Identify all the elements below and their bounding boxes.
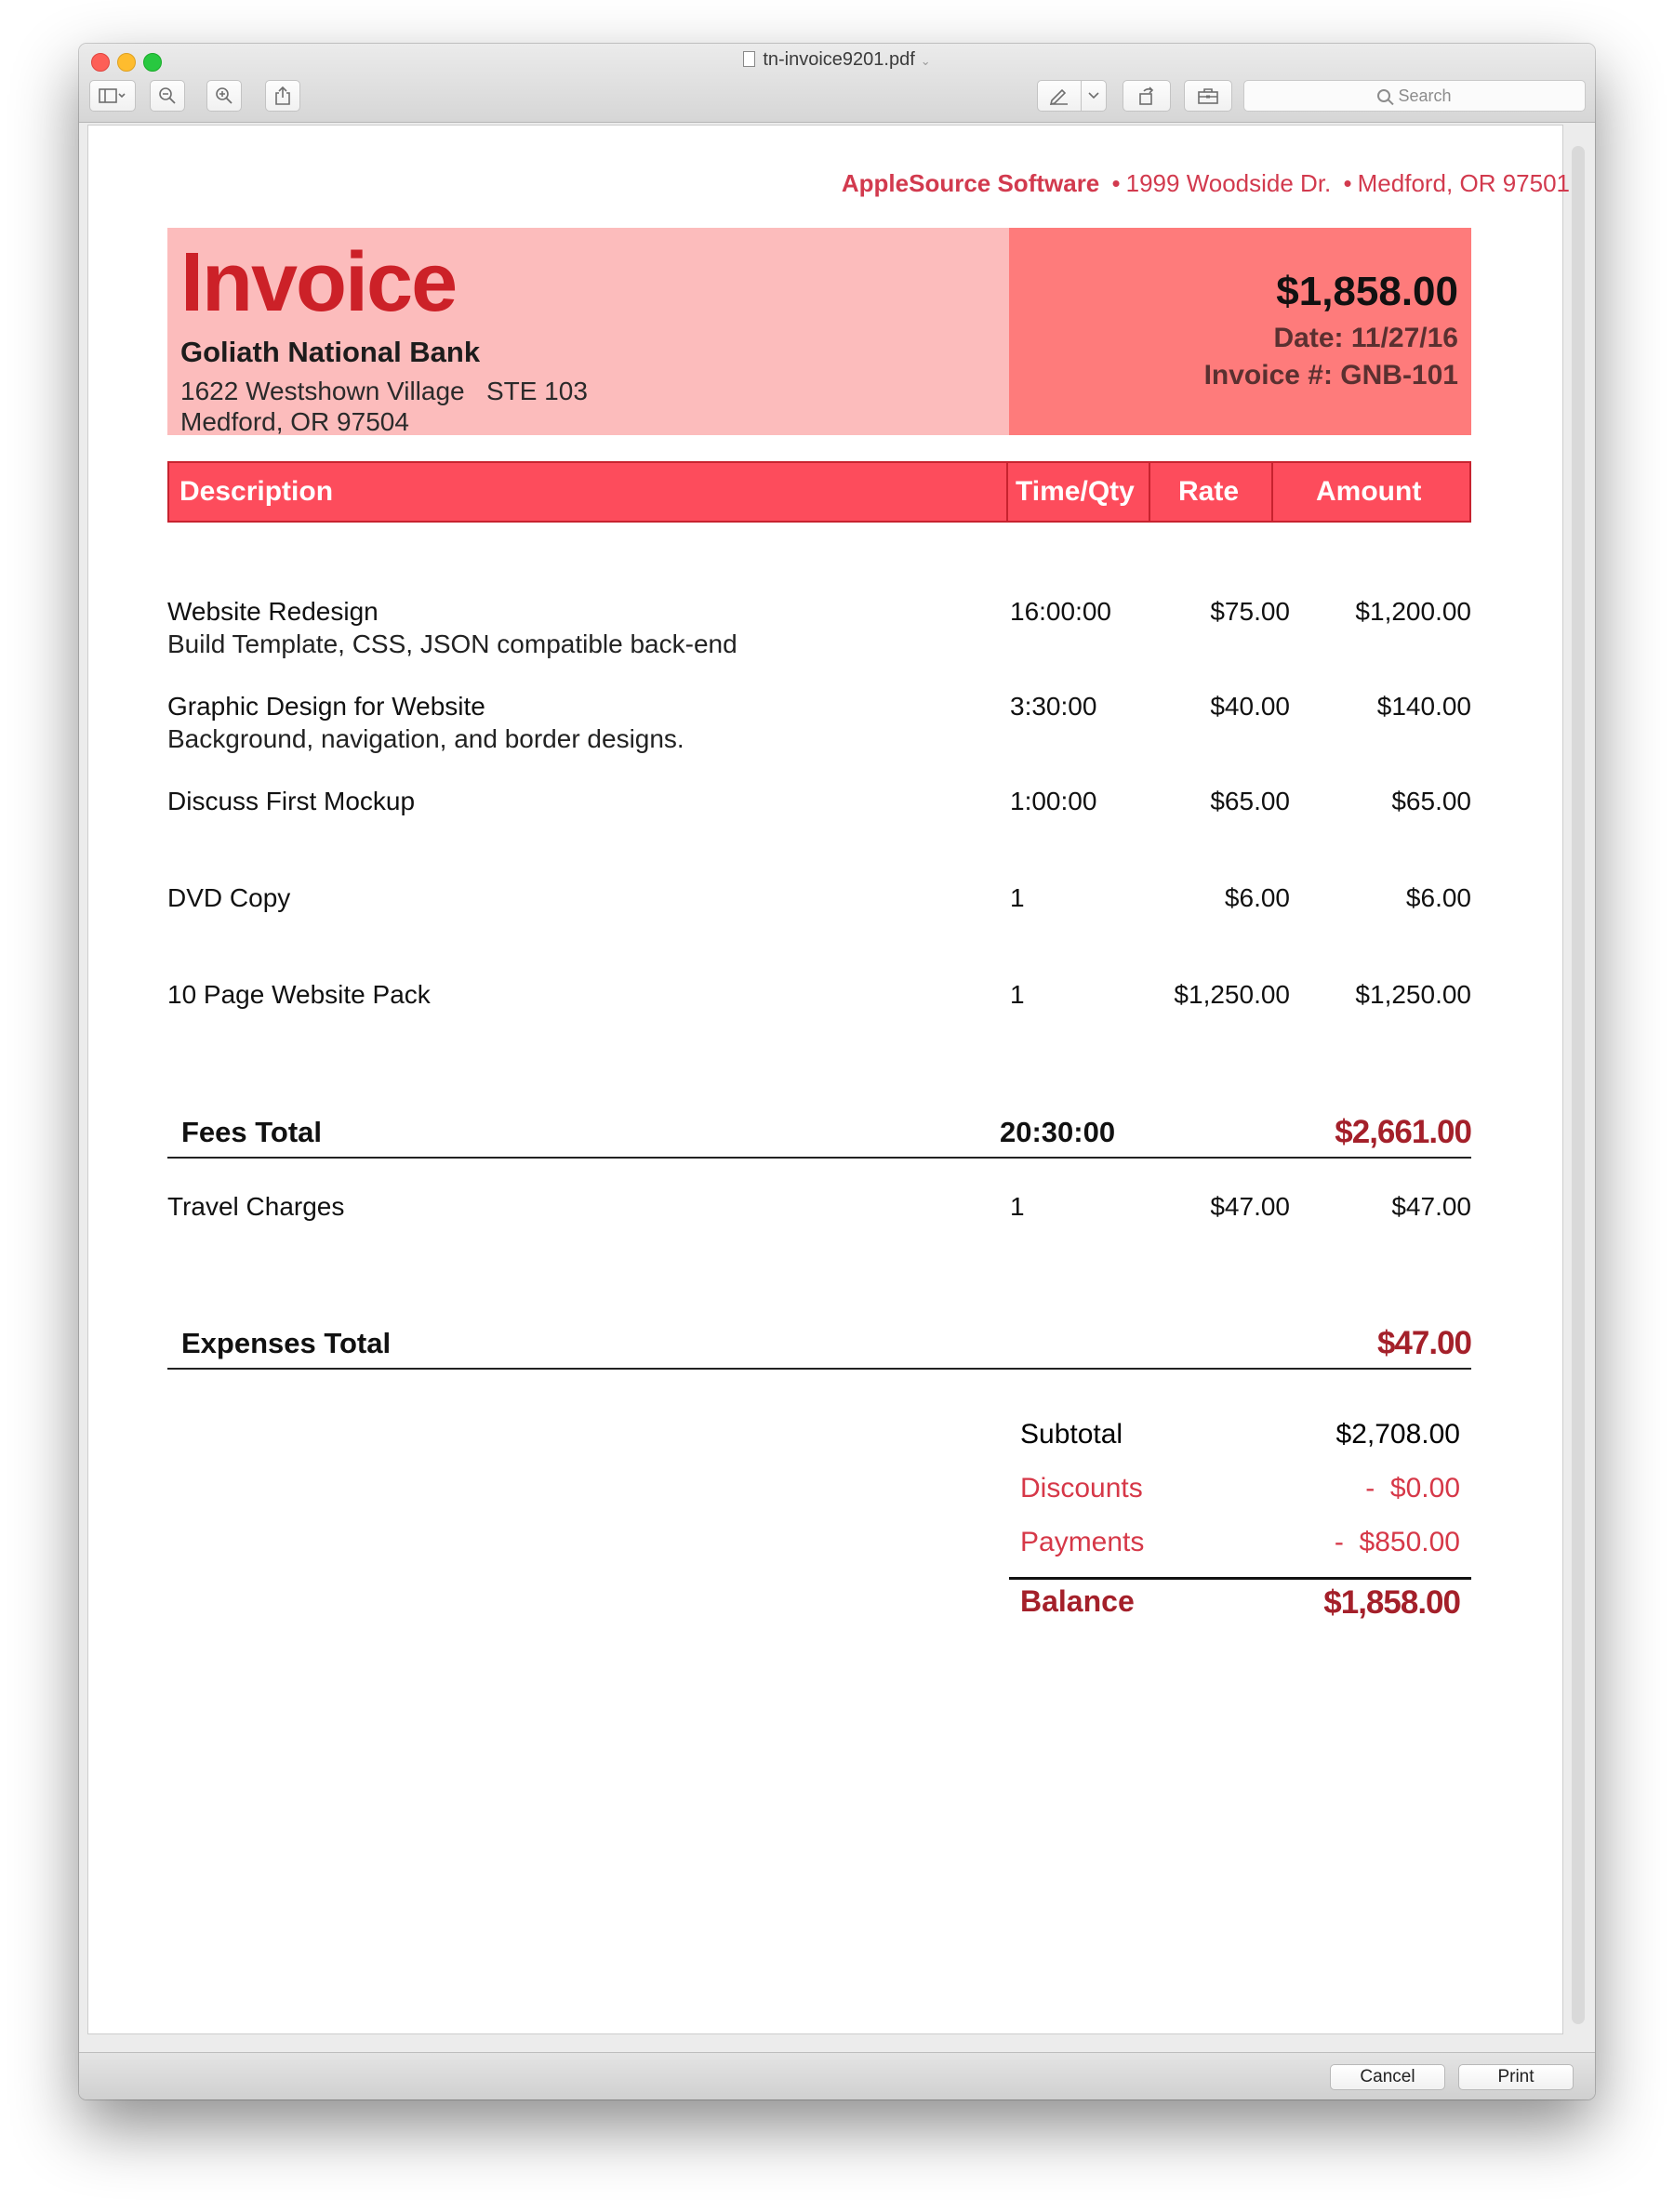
- balance-value: $1,858.00: [1323, 1584, 1460, 1621]
- expense-qty: 1: [1010, 1192, 1025, 1221]
- column-header-rate: Rate: [1178, 476, 1240, 507]
- invoice-header-summary: [1009, 228, 1471, 435]
- toolbox-icon: [1197, 86, 1219, 105]
- expense-description: Travel Charges: [167, 1192, 345, 1221]
- markup-button[interactable]: [1037, 80, 1082, 112]
- zoom-in-button[interactable]: [206, 80, 242, 112]
- summary-divider: [1009, 1577, 1471, 1580]
- column-header-description: Description: [179, 476, 334, 507]
- item-description: Website Redesign: [167, 597, 379, 626]
- discounts-label: Discounts: [1020, 1473, 1143, 1503]
- expense-rate: $47.00: [1210, 1192, 1290, 1221]
- column-divider: [1271, 463, 1273, 521]
- client-address-line2: Medford, OR 97504: [180, 407, 409, 436]
- fees-total-time: 20:30:00: [1000, 1116, 1116, 1148]
- item-detail: Build Template, CSS, JSON compatible back-end: [167, 629, 737, 658]
- vertical-scrollbar[interactable]: [1572, 146, 1585, 2024]
- sidebar-toggle-button[interactable]: [89, 80, 136, 112]
- sender-city: Medford, OR 97501: [1357, 169, 1570, 197]
- discounts-value: - $0.00: [1365, 1473, 1460, 1503]
- zoom-in-icon: [215, 86, 233, 105]
- search-placeholder: Search: [1398, 86, 1452, 105]
- rotate-button[interactable]: [1123, 80, 1171, 112]
- title-bar: [79, 44, 1595, 123]
- item-description: Discuss First Mockup: [167, 787, 416, 815]
- invoice-number: Invoice #: GNB-101: [1203, 360, 1458, 391]
- print-button[interactable]: Print: [1458, 2064, 1574, 2090]
- column-header-amount: Amount: [1316, 476, 1422, 507]
- payments-value: - $850.00: [1334, 1527, 1460, 1557]
- column-header-time-qty: Time/Qty: [1016, 476, 1135, 507]
- search-field[interactable]: [1243, 80, 1586, 112]
- expense-amount: $47.00: [1391, 1192, 1471, 1221]
- item-amount: $1,250.00: [1355, 980, 1471, 1009]
- column-divider: [1006, 463, 1008, 521]
- item-qty: 16:00:00: [1010, 597, 1111, 626]
- toolbox-button[interactable]: [1184, 80, 1232, 112]
- item-rate: $75.00: [1210, 597, 1290, 626]
- share-icon: [273, 86, 292, 106]
- client-name: Goliath National Bank: [180, 336, 481, 368]
- client-address-line1: 1622 Westshown Village STE 103: [180, 377, 588, 405]
- expenses-total-label: Expenses Total: [181, 1327, 392, 1359]
- item-detail: Background, navigation, and border designs.: [167, 724, 684, 753]
- balance-label: Balance: [1020, 1584, 1135, 1618]
- item-rate: $40.00: [1210, 692, 1290, 721]
- expenses-total-row: [167, 1325, 1471, 1370]
- balance-due: $1,858.00: [1276, 269, 1458, 314]
- sender-address: 1999 Woodside Dr.: [1125, 169, 1332, 197]
- item-amount: $65.00: [1391, 787, 1471, 815]
- search-icon: [1377, 89, 1390, 102]
- zoom-out-button[interactable]: [150, 80, 185, 112]
- pen-icon: [1049, 86, 1070, 105]
- item-amount: $140.00: [1376, 692, 1471, 721]
- item-rate: $1,250.00: [1174, 980, 1290, 1009]
- chevron-down-icon: ⌄: [920, 54, 931, 68]
- window-title[interactable]: [79, 49, 1595, 71]
- item-qty: 3:30:00: [1010, 692, 1097, 721]
- item-qty: 1:00:00: [1010, 787, 1097, 815]
- fees-total-label: Fees Total: [181, 1116, 323, 1148]
- sender-separator: •: [1343, 169, 1352, 197]
- column-divider: [1149, 463, 1150, 521]
- item-amount: $6.00: [1405, 883, 1471, 912]
- fees-total-row: [167, 1114, 1471, 1159]
- item-qty: 1: [1010, 883, 1025, 912]
- zoom-out-icon: [158, 86, 177, 105]
- subtotal-value: $2,708.00: [1335, 1419, 1460, 1450]
- sidebar-icon: [99, 88, 126, 103]
- invoice-date: Date: 11/27/16: [1273, 323, 1458, 353]
- cancel-button[interactable]: Cancel: [1330, 2064, 1445, 2090]
- share-button[interactable]: [265, 80, 300, 112]
- expenses-total-amount: $47.00: [1376, 1325, 1471, 1361]
- sender-company: AppleSource Software: [841, 169, 1100, 197]
- subtotal-label: Subtotal: [1020, 1419, 1123, 1450]
- line-items-header: [167, 461, 1471, 523]
- sender-separator: •: [1111, 169, 1121, 197]
- chevron-down-icon: [1088, 92, 1099, 99]
- pdf-document-icon: [743, 51, 755, 67]
- item-rate: $65.00: [1210, 787, 1290, 815]
- sender-info: [842, 169, 1570, 198]
- item-amount: $1,200.00: [1355, 597, 1471, 626]
- item-description: DVD Copy: [167, 883, 291, 912]
- item-description: 10 Page Website Pack: [167, 980, 431, 1009]
- payments-label: Payments: [1020, 1527, 1145, 1557]
- fees-total-amount: $2,661.00: [1335, 1114, 1471, 1150]
- item-qty: 1: [1010, 980, 1025, 1009]
- item-description: Graphic Design for Website: [167, 692, 485, 721]
- item-rate: $6.00: [1224, 883, 1290, 912]
- invoice-header-client: [167, 228, 1009, 435]
- print-bar: [79, 2052, 1595, 2099]
- rotate-icon: [1136, 86, 1157, 106]
- markup-menu-button[interactable]: [1081, 80, 1107, 112]
- invoice-title: Invoice: [180, 236, 457, 329]
- window-title-text: tn-invoice9201.pdf: [763, 49, 915, 70]
